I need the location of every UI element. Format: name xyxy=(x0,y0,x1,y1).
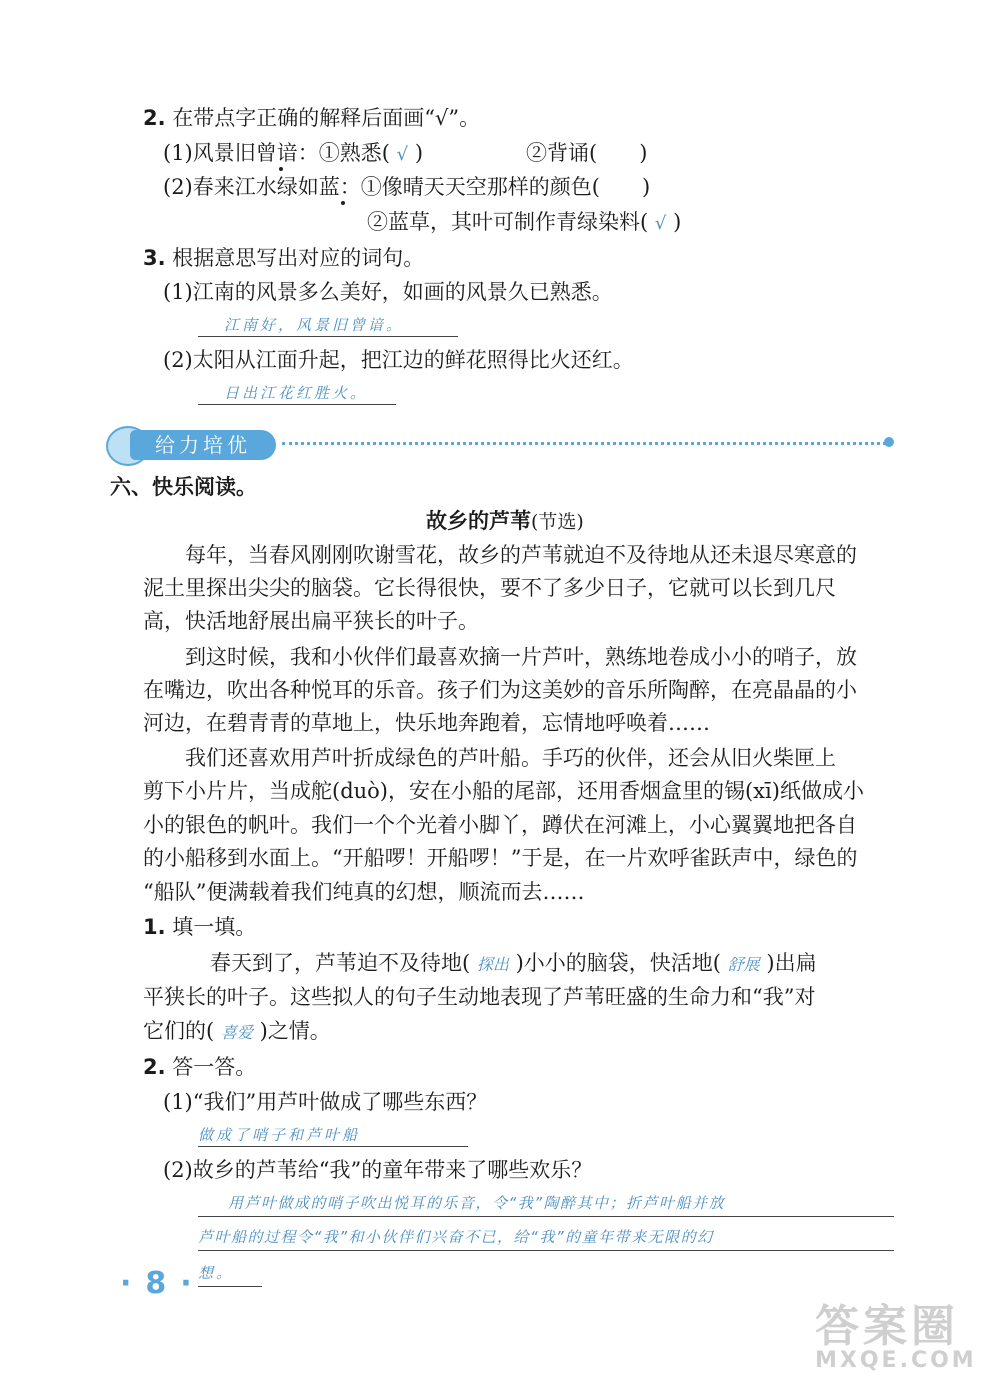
q2-item2-option2-text: ②蓝草，其叶可制作青绿染料( xyxy=(367,210,649,234)
passage-line: “船队”便满载着我们纯真的幻想，顺流而去…… xyxy=(143,880,585,904)
answer-line xyxy=(198,1250,894,1251)
r2-number: 2. xyxy=(143,1055,166,1079)
r1-text: 春天到了，芦苇迫不及待地( xyxy=(210,951,471,975)
q3-number: 3. xyxy=(143,246,166,270)
q2-item1-label: (1)风景旧曾谙：①熟悉( xyxy=(163,141,390,165)
r1-prompt-text: 填一填。 xyxy=(172,915,257,939)
r1-answer-blank3: 喜爱 xyxy=(220,1023,253,1042)
passage-title-text: 故乡的芦苇 xyxy=(426,509,531,533)
section-heading: 六、快乐阅读。 xyxy=(110,475,257,499)
emphasis-dot xyxy=(279,167,283,171)
r1-text: )之情。 xyxy=(259,1019,331,1043)
r2-item1-answer: 做成了哨子和芦叶船 xyxy=(198,1126,361,1144)
r1-line1 xyxy=(210,948,817,980)
q3-prompt-text: 根据意思写出对应的词句。 xyxy=(172,246,425,270)
r2-item1: (1)“我们”用芦叶做成了哪些东西？ xyxy=(163,1090,488,1114)
page-number: ·8· xyxy=(120,1266,206,1301)
passage-line: 的小船移到水面上。“开船啰！开船啰！”于是，在一片欢呼雀跃声中，绿色的 xyxy=(143,846,858,870)
q3-item2-answer: 日出江花红胜火。 xyxy=(224,384,369,402)
r1-line2: 平狭长的叶子。这些拟人的句子生动地表现了芦苇旺盛的生命力和“我”对 xyxy=(143,985,816,1009)
q2-prompt xyxy=(143,103,480,133)
answer-line xyxy=(198,404,396,405)
q2-item2: (2)春来江水绿如蓝：①像晴天天空那样的颜色( ) xyxy=(163,175,651,199)
r1-answer-blank1: 探出 xyxy=(476,955,509,974)
section-tag-label: 给力培优 xyxy=(130,430,276,460)
r1-answer-blank2: 舒展 xyxy=(727,955,760,974)
q2-item1-option2: ②背诵( ) xyxy=(526,141,648,165)
q2-number: 2. xyxy=(143,106,166,130)
answer-line xyxy=(198,1216,894,1217)
r2-item2-answer-line1: 用芦叶做成的哨子吹出悦耳的乐音，令“我”陶醉其中；折芦叶船并放 xyxy=(228,1194,726,1212)
r2-item2: (2)故乡的芦苇给“我”的童年带来了哪些欢乐？ xyxy=(163,1158,593,1182)
paren-close: ) xyxy=(673,210,682,234)
divider-end-dot xyxy=(884,437,894,447)
passage-line: 剪下小片片，当成舵(duò)，安在小船的尾部，还用香烟盒里的锡(xī)纸做成小 xyxy=(143,779,864,803)
check-mark: √ xyxy=(654,213,667,234)
r2-prompt xyxy=(143,1052,256,1082)
passage-line: 到这时候，我和小伙伴们最喜欢摘一片芦叶，熟练地卷成小小的哨子，放 xyxy=(185,645,857,669)
r1-line3 xyxy=(143,1016,331,1048)
r1-text: )小小的脑袋，快活地( xyxy=(515,951,721,975)
r1-text: 它们的( xyxy=(143,1019,215,1043)
q3-item1-answer: 江南好，风景旧曾谙。 xyxy=(224,316,405,334)
passage-line: 河边，在碧青青的草地上，快乐地奔跑着，忘情地呼唤着…… xyxy=(143,711,710,735)
page-number-value: 8 xyxy=(145,1266,181,1301)
q3-prompt xyxy=(143,243,424,273)
answer-line xyxy=(198,336,458,337)
passage-line: 高，快活地舒展出扁平狭长的叶子。 xyxy=(143,609,479,633)
passage-title xyxy=(426,505,584,535)
passage-line: 在嘴边，吹出各种悦耳的乐音。孩子们为这美妙的音乐所陶醉，在亮晶晶的小 xyxy=(143,678,857,702)
r2-prompt-text: 答一答。 xyxy=(172,1055,257,1079)
answer-line xyxy=(198,1286,262,1287)
emphasis-dot xyxy=(341,201,345,205)
watermark xyxy=(795,1290,985,1380)
section-banner xyxy=(100,424,282,462)
passage-line: 泥土里探出尖尖的脑袋。它长得很快，要不了多少日子，它就可以长到几尺 xyxy=(143,576,836,600)
r1-prompt xyxy=(143,912,256,942)
q2-item1 xyxy=(163,138,423,170)
q3-item2: (2)太阳从江面升起，把江边的鲜花照得比火还红。 xyxy=(163,348,634,372)
watermark-logo-text: 答案圈 xyxy=(815,1301,959,1352)
passage-line: 我们还喜欢用芦叶折成绿色的芦叶船。手巧的伙伴，还会从旧火柴匣上 xyxy=(185,746,836,770)
paren-close: ) xyxy=(414,141,424,165)
q3-item1: (1)江南的风景多么美好，如画的风景久已熟悉。 xyxy=(163,280,613,304)
q2-prompt-text: 在带点字正确的解释后面画“√”。 xyxy=(172,106,481,130)
passage-line: 每年，当春风刚刚吹谢雪花，故乡的芦苇就迫不及待地从还未退尽寒意的 xyxy=(185,543,857,567)
q2-item2-option2 xyxy=(367,207,681,239)
dotted-divider xyxy=(282,442,886,445)
answer-line xyxy=(198,1146,468,1147)
r1-number: 1. xyxy=(143,915,166,939)
r1-text: )出扁 xyxy=(766,951,817,975)
r2-item2-answer-line2: 芦叶船的过程令“我”和小伙伴们兴奋不已，给“我”的童年带来无限的幻 xyxy=(198,1228,714,1246)
passage-line: 小的银色的帆叶。我们一个个光着小脚丫，蹲伏在河滩上，小心翼翼地把各自 xyxy=(143,813,857,837)
watermark-domain: MXQE.COM xyxy=(815,1348,977,1373)
r2-item2-answer-line3: 想。 xyxy=(198,1264,235,1282)
check-mark: √ xyxy=(396,144,409,165)
passage-subtitle: (节选) xyxy=(531,511,584,533)
